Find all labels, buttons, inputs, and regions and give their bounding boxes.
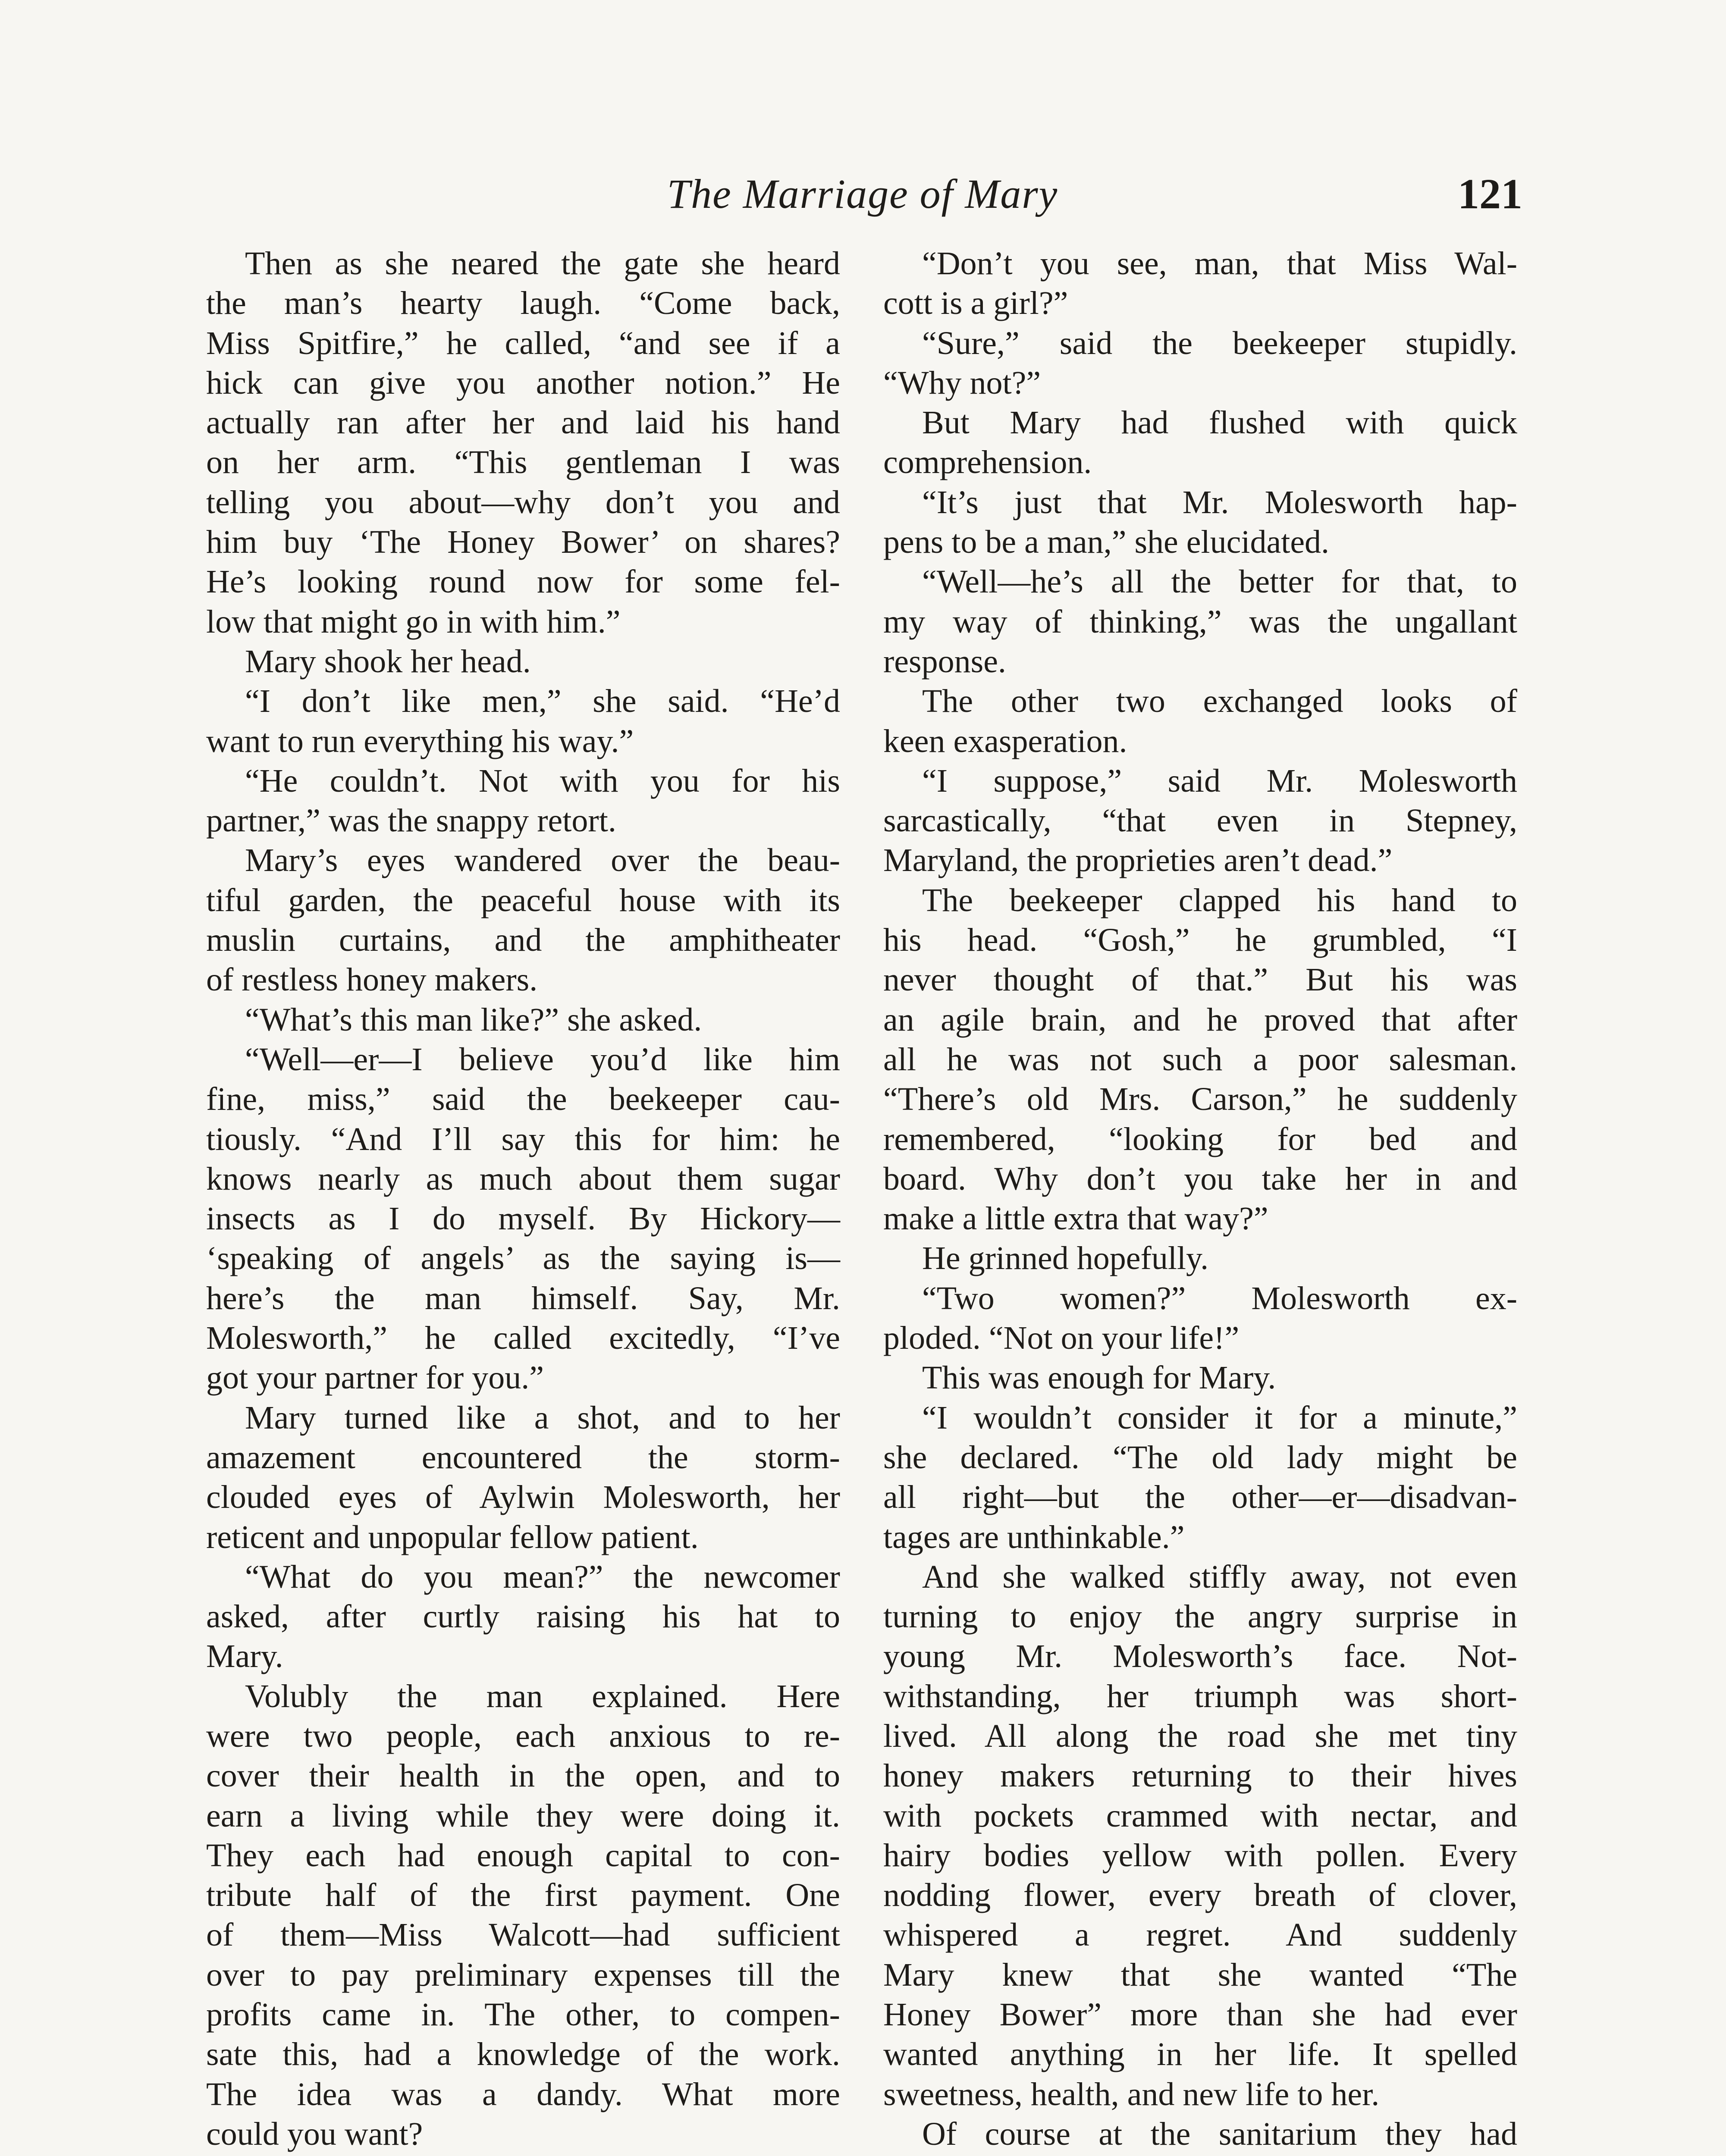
- text-line: the man’s hearty laugh. “Come back,: [206, 285, 840, 322]
- text-line: telling you about—why don’t you and: [206, 484, 840, 520]
- text-line: Mary.: [206, 1638, 283, 1675]
- text-line: “Why not?”: [883, 364, 1041, 401]
- text-line: “Sure,” said the beekeeper stupidly.: [922, 325, 1517, 361]
- text-column-right: [883, 244, 1517, 2156]
- text-line: sate this, had a knowledge of the work.: [206, 2036, 840, 2073]
- text-line: were two people, each anxious to re-: [206, 1717, 840, 1754]
- text-line: [883, 2154, 1517, 2156]
- text-line: never thought of that.” But his was: [883, 962, 1517, 998]
- text-line: tribute half of the first payment. One: [206, 1877, 840, 1914]
- text-line: tages are unthinkable.”: [883, 1519, 1185, 1555]
- text-line: He grinned hopefully.: [922, 1240, 1209, 1277]
- text-line: Mary shook her head.: [245, 643, 531, 680]
- text-line: him buy ‘The Honey Bower’ on shares?: [206, 524, 840, 561]
- text-line: withstanding, her triumph was short-: [883, 1678, 1517, 1714]
- text-line: low that might go in with him.”: [206, 603, 621, 640]
- text-line: pens to be a man,” she elucidated.: [883, 524, 1330, 561]
- text-line: He’s looking round now for some fel-: [206, 564, 840, 600]
- text-line: The idea was a dandy. What more: [206, 2076, 840, 2112]
- text-line: on her arm. “This gentleman I was: [206, 444, 840, 481]
- text-line: cott is a girl?”: [883, 285, 1068, 322]
- text-line: tiously. “And I’ll say this for him: he: [206, 1121, 840, 1157]
- text-line: actually ran after her and laid his hand: [206, 404, 840, 441]
- text-line: tiful garden, the peaceful house with its: [206, 882, 840, 918]
- text-line: all right—but the other—er—disadvan-: [883, 1479, 1517, 1516]
- text-line: Then as she neared the gate she heard: [245, 245, 840, 282]
- text-line: got your partner for you.”: [206, 1360, 544, 1396]
- text-line: make a little extra that way?”: [883, 1200, 1268, 1237]
- text-line: here’s the man himself. Say, Mr.: [206, 1280, 840, 1316]
- text-line: she declared. “The old lady might be: [883, 1439, 1517, 1476]
- text-line: cover their health in the open, and to: [206, 1758, 840, 1794]
- text-line: keen exasperation.: [883, 723, 1127, 759]
- text-line: ploded. “Not on your life!”: [883, 1320, 1240, 1357]
- text-column-left: [206, 244, 840, 2156]
- text-line: an agile brain, and he proved that after: [883, 1001, 1517, 1038]
- text-line: sweetness, health, and new life to her.: [883, 2076, 1380, 2112]
- text-line: “He couldn’t. Not with you for his: [245, 762, 840, 799]
- text-line: partner,” was the snappy retort.: [206, 802, 616, 839]
- text-line: Molesworth,” he called excitedly, “I’ve: [206, 1320, 840, 1357]
- text-line: Mary turned like a shot, and to her: [245, 1399, 840, 1436]
- text-line: remembered, “looking for bed and: [883, 1121, 1517, 1157]
- text-line: “What’s this man like?” she asked.: [245, 1001, 702, 1038]
- text-line: “Well—he’s all the better for that, to: [922, 564, 1517, 600]
- text-line: wanted anything in her life. It spelled: [883, 2036, 1517, 2073]
- text-line: response.: [883, 643, 1006, 680]
- text-line: muslin curtains, and the amphitheater: [206, 922, 840, 959]
- text-line: Miss Spitfire,” he called, “and see if a: [206, 325, 840, 361]
- text-line: turning to enjoy the angry surprise in: [883, 1598, 1517, 1635]
- running-header: [203, 164, 1522, 224]
- text-line: board. Why don’t you take her in and: [883, 1160, 1517, 1197]
- text-line: hick can give you another notion.” He: [206, 364, 840, 401]
- text-line: asked, after curtly raising his hat to: [206, 1598, 840, 1635]
- text-line: earn a living while they were doing it.: [206, 1797, 840, 1834]
- text-line: “Two women?” Molesworth ex-: [922, 1280, 1517, 1316]
- text-line: “Don’t you see, man, that Miss Wal-: [922, 245, 1517, 282]
- text-line: “It’s just that Mr. Molesworth hap-: [922, 484, 1517, 520]
- text-line: with pockets crammed with nectar, and: [883, 1797, 1517, 1834]
- text-line: The other two exchanged looks of: [922, 683, 1517, 720]
- text-line: comprehension.: [883, 444, 1092, 481]
- text-line: [206, 2154, 840, 2156]
- text-line: Of course at the sanitarium they had: [922, 2115, 1517, 2152]
- text-line: “There’s old Mrs. Carson,” he suddenly: [883, 1081, 1517, 1118]
- text-line: his head. “Gosh,” he grumbled, “I: [883, 922, 1517, 959]
- text-line: honey makers returning to their hives: [883, 1758, 1517, 1794]
- running-title: The Marriage of Mary: [667, 171, 1058, 217]
- text-line: This was enough for Mary.: [922, 1360, 1276, 1396]
- text-line: Mary knew that she wanted “The: [883, 1956, 1517, 1993]
- text-line: knows nearly as much about them sugar: [206, 1160, 840, 1197]
- text-line: young Mr. Molesworth’s face. Not-: [883, 1638, 1517, 1675]
- text-line: lived. All along the road she met tiny: [883, 1717, 1517, 1754]
- text-line: want to run everything his way.”: [206, 723, 634, 759]
- text-line: Maryland, the proprieties aren’t dead.”: [883, 842, 1393, 879]
- text-line: could you want?: [206, 2115, 423, 2152]
- text-line: hairy bodies yellow with pollen. Every: [883, 1837, 1517, 1874]
- text-line: Volubly the man explained. Here: [245, 1678, 840, 1714]
- text-line: clouded eyes of Aylwin Molesworth, her: [206, 1479, 840, 1516]
- text-line: Honey Bower” more than she had ever: [883, 1996, 1517, 2033]
- text-line: “I wouldn’t consider it for a minute,”: [922, 1399, 1517, 1436]
- text-line: The beekeeper clapped his hand to: [922, 882, 1517, 918]
- text-line: “What do you mean?” the newcomer: [245, 1558, 840, 1595]
- text-line: amazement encountered the storm-: [206, 1439, 840, 1476]
- text-line: They each had enough capital to con-: [206, 1837, 840, 1874]
- text-line: But Mary had flushed with quick: [922, 404, 1517, 441]
- text-line: “I don’t like men,” she said. “He’d: [245, 683, 840, 720]
- text-line: sarcastically, “that even in Stepney,: [883, 802, 1517, 839]
- text-line: ‘speaking of angels’ as the saying is—: [206, 1240, 840, 1277]
- text-line: of them—Miss Walcott—had sufficient: [206, 1917, 840, 1953]
- text-line: whispered a regret. And suddenly: [883, 1917, 1517, 1953]
- text-line: all he was not such a poor salesman.: [883, 1041, 1517, 1078]
- text-line: my way of thinking,” was the ungallant: [883, 603, 1517, 640]
- text-line: of restless honey makers.: [206, 962, 538, 998]
- page-number: 121: [1458, 170, 1522, 218]
- text-line: insects as I do myself. By Hickory—: [206, 1200, 840, 1237]
- text-line: “Well—er—I believe you’d like him: [245, 1041, 840, 1078]
- text-line: Mary’s eyes wandered over the beau-: [245, 842, 840, 879]
- text-line: reticent and unpopular fellow patient.: [206, 1519, 699, 1555]
- text-line: nodding flower, every breath of clover,: [883, 1877, 1517, 1914]
- text-line: And she walked stiffly away, not even: [922, 1558, 1517, 1595]
- text-line: profits came in. The other, to compen-: [206, 1996, 840, 2033]
- text-line: fine, miss,” said the beekeeper cau-: [206, 1081, 840, 1118]
- text-line: over to pay preliminary expenses till the: [206, 1956, 840, 1993]
- text-line: “I suppose,” said Mr. Molesworth: [922, 762, 1517, 799]
